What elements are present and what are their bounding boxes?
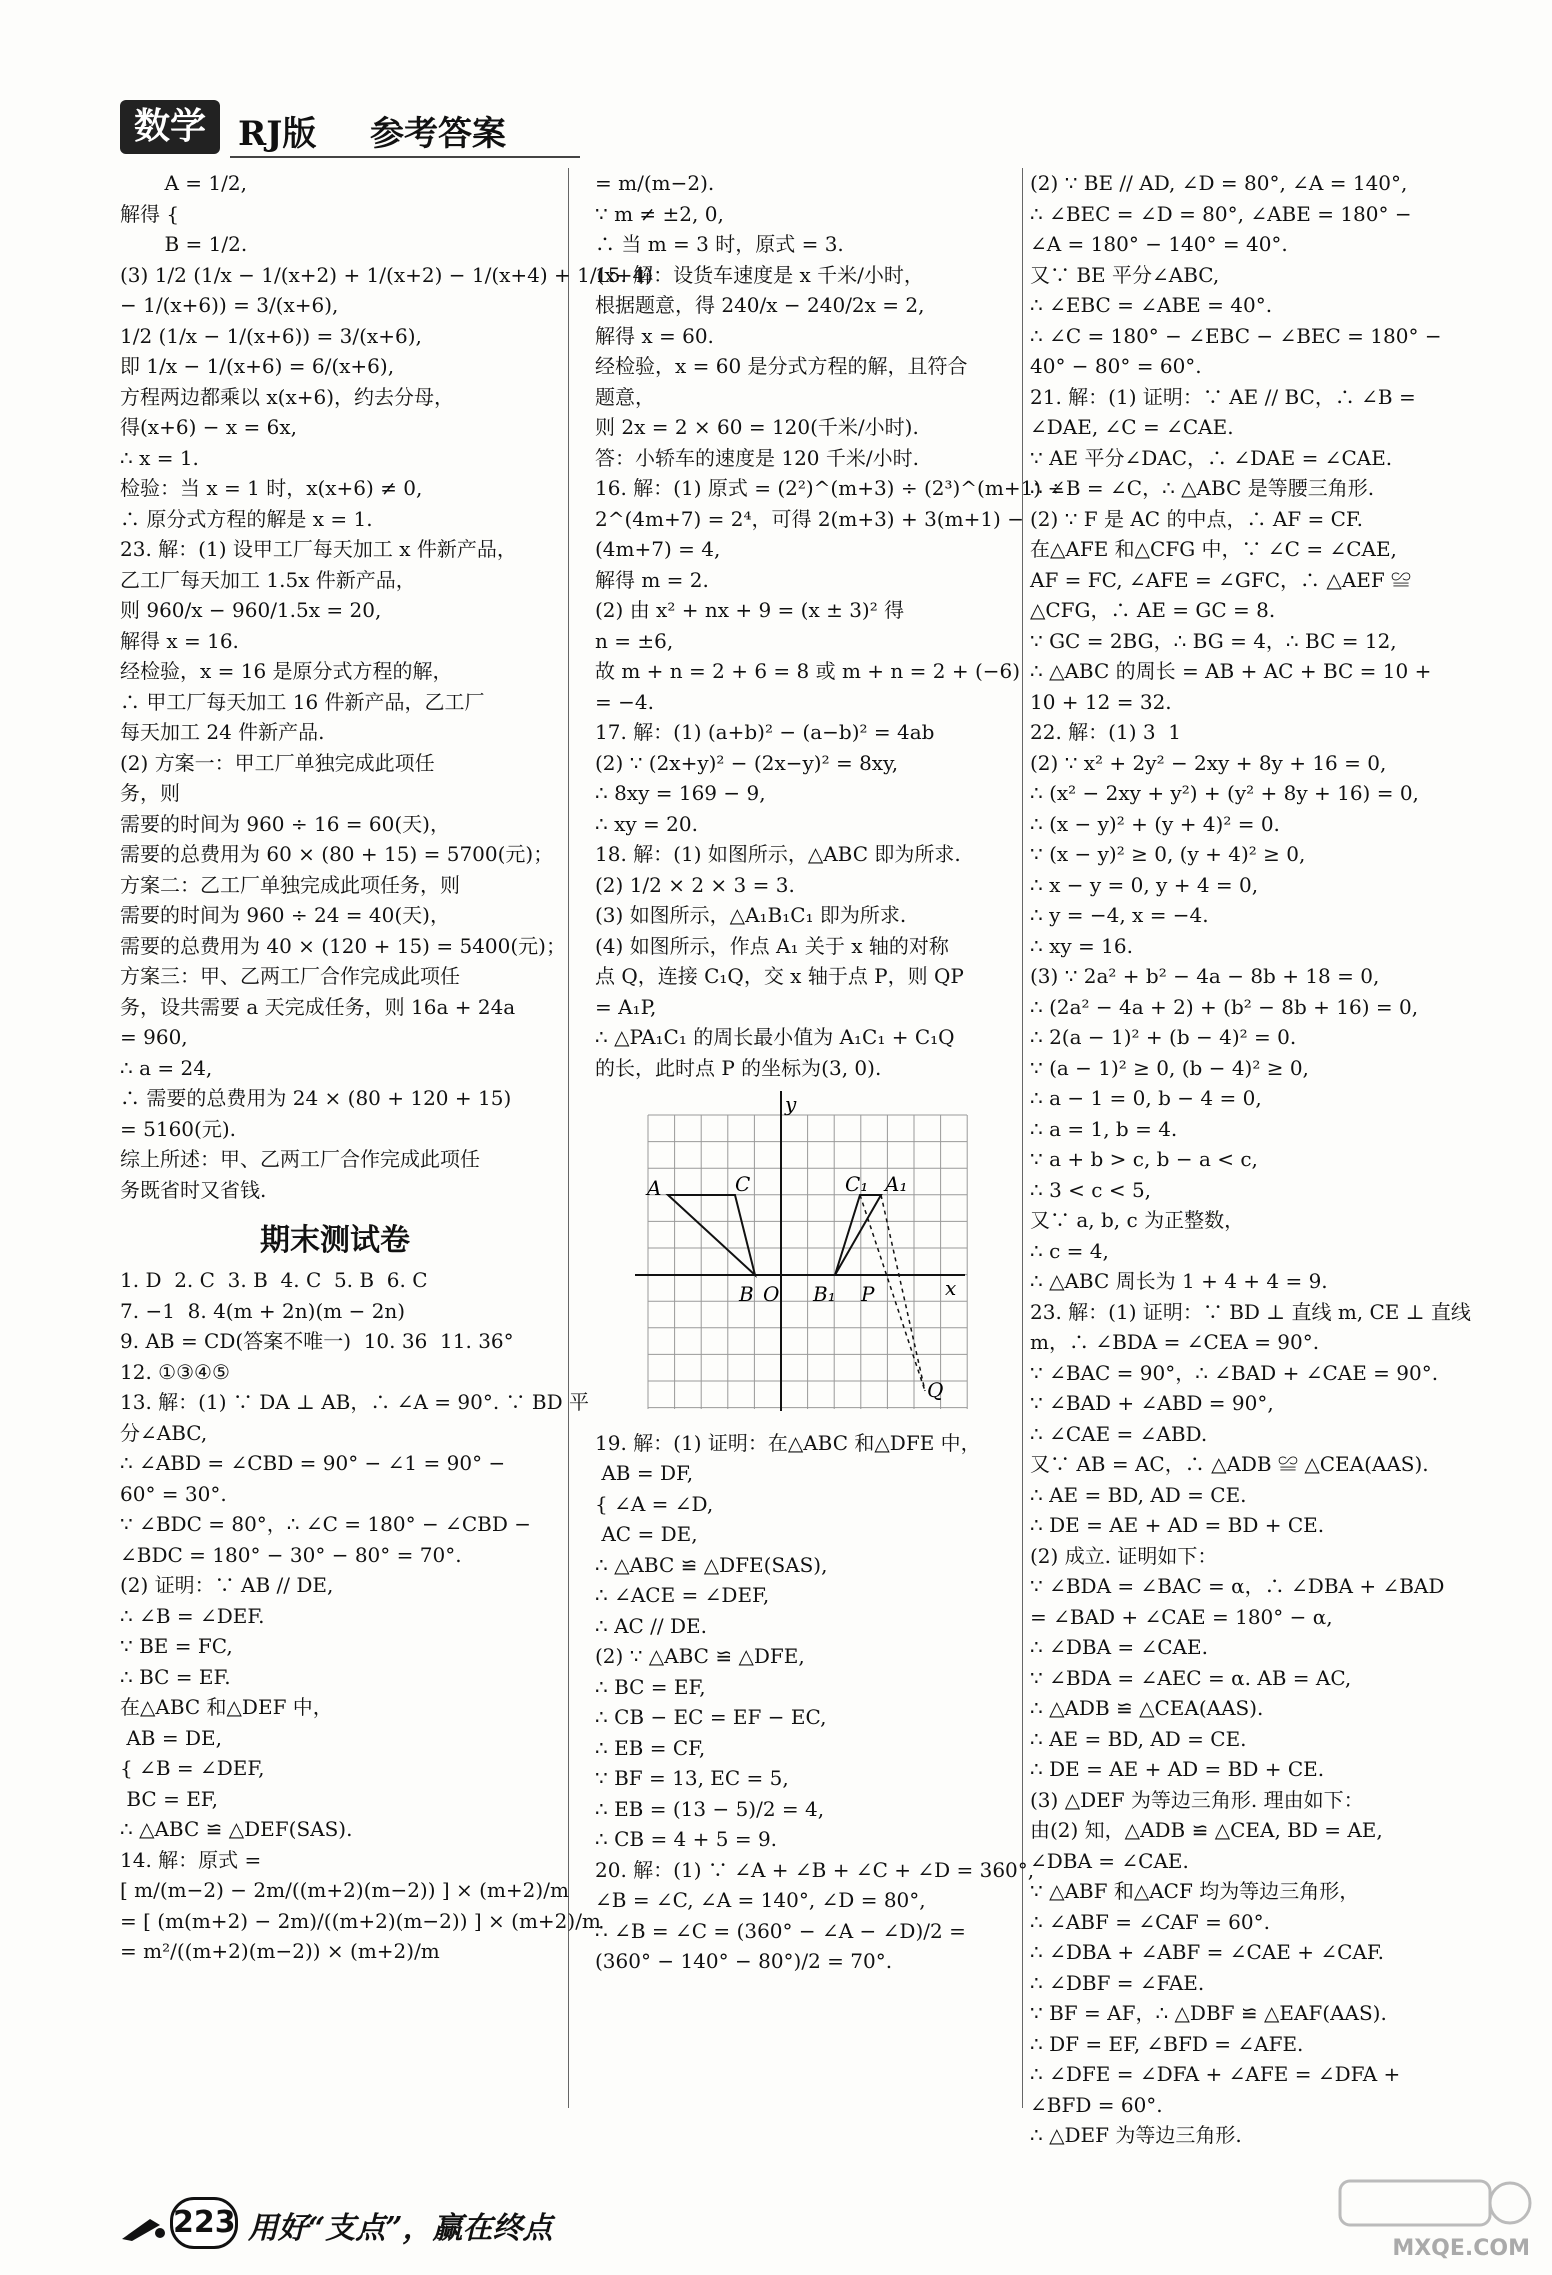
text-line: 23. 解：(1) 设甲工厂每天加工 x 件新产品， xyxy=(120,537,517,561)
x-axis-label: x xyxy=(945,1276,957,1300)
column-3 xyxy=(1030,168,1471,2151)
page-number: 223 xyxy=(170,2197,238,2249)
coordinate-grid xyxy=(635,1091,965,1411)
point-b1: B₁ xyxy=(813,1282,836,1306)
text-line: 每天加工 24 件新产品. xyxy=(120,720,325,744)
text-line: ∴ xy = 20. xyxy=(595,811,698,836)
text-line: (3) △DEF 为等边三角形. 理由如下： xyxy=(1030,1787,1364,1812)
point-o: O xyxy=(763,1282,780,1306)
text-line: ∴ 2(a − 1)² + (b − 4)² = 0. xyxy=(1030,1025,1297,1049)
text-line: ∠BDC = 180° − 30° − 80° = 70°. xyxy=(120,1542,462,1567)
text-line: 解得 m = 2. xyxy=(595,567,709,592)
text-line: − 1/(x+6)) = 3/(x+6), xyxy=(120,293,339,317)
column-3-text xyxy=(1030,168,1471,2151)
text-line: ∵ BF = 13, EC = 5, xyxy=(595,1766,789,1790)
text-line: (3) 如图所示，△A₁B₁C₁ 即为所求. xyxy=(595,903,907,927)
text-line: = 5160(元). xyxy=(120,1116,236,1141)
text-line: 23. 解：(1) 证明：∵ BD ⊥ 直线 m, CE ⊥ 直线 xyxy=(1030,1299,1471,1324)
text-line: ∴ a = 1, b = 4. xyxy=(1030,1116,1178,1141)
text-line: ∵ BF = AF，∴ △DBF ≌ △EAF(AAS). xyxy=(1030,2001,1387,2025)
text-line: 60° = 30°. xyxy=(120,1481,227,1506)
text-line: 9. AB = CD(答案不唯一) 10. 36 11. 36° xyxy=(120,1329,514,1353)
point-q: Q xyxy=(927,1378,944,1402)
text-line: ∴ ∠C = 180° − ∠EBC − ∠BEC = 180° − xyxy=(1030,323,1442,348)
text-line: 解得 { xyxy=(120,201,180,226)
text-line: 14. 解：原式 = xyxy=(120,1847,262,1872)
text-line: ∴ 需要的总费用为 24 × (80 + 120 + 15) xyxy=(120,1086,512,1110)
text-line: = A₁P, xyxy=(595,994,657,1019)
text-line: ∴ 3 < c < 5, xyxy=(1030,1177,1152,1202)
header-rule xyxy=(230,156,580,158)
text-line: m，∴ ∠BDA = ∠CEA = 90°. xyxy=(1030,1330,1320,1354)
text-line: = m/(m−2). xyxy=(595,171,715,195)
text-line: 16. 解：(1) 原式 = (2²)^(m+3) ÷ (2³)^(m+1) ÷ xyxy=(595,476,1065,500)
text-line: B = 1/2. xyxy=(120,232,248,256)
text-line: ∴ ∠B = ∠C，∴ △ABC 是等腰三角形. xyxy=(1030,476,1375,500)
text-line: 在△ABC 和△DEF 中， xyxy=(120,1695,333,1719)
text-line: ∴ a − 1 = 0, b − 4 = 0, xyxy=(1030,1086,1262,1110)
text-line: ∴ DF = EF, ∠BFD = ∠AFE. xyxy=(1030,2031,1304,2056)
text-line: ∴ ∠ACE = ∠DEF, xyxy=(595,1583,770,1607)
text-line: ∴ EB = (13 − 5)/2 = 4, xyxy=(595,1796,825,1821)
text-line: ∠BFD = 60°. xyxy=(1030,2092,1163,2117)
watermark-text: MXQE.COM xyxy=(1392,2236,1530,2261)
text-line: (2) 1/2 × 2 × 3 = 3. xyxy=(595,872,795,897)
text-line: 需要的总费用为 60 × (80 + 15) = 5700(元)； xyxy=(120,842,554,866)
text-line: ∴ AC // DE. xyxy=(595,1613,708,1638)
text-line: 21. 解：(1) 证明：∵ AE // BC，∴ ∠B = xyxy=(1030,384,1416,409)
text-line: ∴ x − y = 0, y + 4 = 0, xyxy=(1030,872,1259,897)
text-line: (3) 1/2 (1/x − 1/(x+2) + 1/(x+2) − 1/(x+4) + 1/(x+4) xyxy=(120,262,653,287)
text-line: ∵ ∠BDA = ∠AEC = α. AB = AC, xyxy=(1030,1665,1352,1690)
text-line: ∴ △PA₁C₁ 的周长最小值为 A₁C₁ + C₁Q xyxy=(595,1025,955,1049)
footer-slogan: 用好“支点”，赢在终点 xyxy=(248,2211,553,2246)
text-line: 需要的时间为 960 ÷ 16 = 60(天)， xyxy=(120,811,450,836)
text-line: ∴ CB = 4 + 5 = 9. xyxy=(595,1827,778,1851)
text-line: ∴ EB = CF, xyxy=(595,1735,706,1760)
text-line: ∴ xy = 16. xyxy=(1030,933,1133,958)
text-line: ∵ (x − y)² ≥ 0, (y + 4)² ≥ 0, xyxy=(1030,842,1306,866)
text-line: 题意， xyxy=(595,384,655,409)
text-line: △CFG，∴ AE = GC = 8. xyxy=(1030,598,1276,622)
text-line: ∵ ∠BAC = 90°，∴ ∠BAD + ∠CAE = 90°. xyxy=(1030,1360,1439,1385)
text-line: ∴ ∠BEC = ∠D = 80°, ∠ABE = 180° − xyxy=(1030,201,1412,226)
text-line: 乙工厂每天加工 1.5x 件新产品， xyxy=(120,567,416,592)
text-line: AC = DE, xyxy=(595,1522,698,1546)
text-line: (2) 方案一：甲工厂单独完成此项任 xyxy=(120,750,435,775)
text-line: 故 m + n = 2 + 6 = 8 或 m + n = 2 + (−6) xyxy=(595,659,1021,683)
text-line: (4) 如图所示，作点 A₁ 关于 x 轴的对称 xyxy=(595,933,949,958)
text-line: 又∵ AB = AC，∴ △ADB ≌ △CEA(AAS). xyxy=(1030,1452,1429,1476)
text-line: (2) 成立. 证明如下： xyxy=(1030,1543,1218,1568)
text-line: 在△AFE 和△CFG 中，∵ ∠C = ∠CAE, xyxy=(1030,537,1397,561)
text-line: ∴ BC = EF. xyxy=(120,1664,231,1689)
text-line: 答：小轿车的速度是 120 千米/小时. xyxy=(595,445,919,470)
text-line: 即 1/x − 1/(x+6) = 6/(x+6), xyxy=(120,354,395,378)
text-line: (2) 证明：∵ AB // DE, xyxy=(120,1573,334,1597)
text-line: ∴ △ABC ≌ △DEF(SAS). xyxy=(120,1817,353,1841)
text-line: 15. 解：设货车速度是 x 千米/小时， xyxy=(595,262,924,287)
text-line: ∵ △ABF 和△ACF 均为等边三角形， xyxy=(1030,1879,1360,1903)
text-line: ∴ ∠DBA + ∠ABF = ∠CAE + ∠CAF. xyxy=(1030,1940,1384,1964)
text-line: ∴ △ABC ≌ △DFE(SAS), xyxy=(595,1552,828,1577)
text-line: 40° − 80° = 60°. xyxy=(1030,354,1202,378)
text-line: AF = FC, ∠AFE = ∠GFC，∴ △AEF ≌ xyxy=(1030,567,1412,592)
column-2-text xyxy=(595,168,1065,1083)
text-line: (2) ∵ △ABC ≌ △DFE, xyxy=(595,1644,805,1668)
text-line: ∴ ∠ABD = ∠CBD = 90° − ∠1 = 90° − xyxy=(120,1451,506,1475)
text-line: ∴ DE = AE + AD = BD + CE. xyxy=(1030,1513,1325,1537)
text-line: ∵ ∠BDC = 80°，∴ ∠C = 180° − ∠CBD − xyxy=(120,1512,531,1536)
header-title: 参考答案 xyxy=(370,114,506,154)
text-line: = ∠BAD + ∠CAE = 180° − α, xyxy=(1030,1604,1333,1629)
text-line: 19. 解：(1) 证明：在△ABC 和△DFE 中， xyxy=(595,1430,981,1455)
text-line: 又∵ a, b, c 为正整数， xyxy=(1030,1208,1245,1232)
text-line: ∴ △ABC 周长为 1 + 4 + 4 = 9. xyxy=(1030,1269,1328,1293)
text-line: ∴ 原分式方程的解是 x = 1. xyxy=(120,506,373,531)
text-line: ∠A = 180° − 140° = 40°. xyxy=(1030,232,1288,256)
subject-badge: 数学 xyxy=(120,100,220,154)
text-line: n = ±6, xyxy=(595,628,674,653)
text-line: (2) ∵ (2x+y)² − (2x−y)² = 8xy, xyxy=(595,750,899,775)
text-line: 点 Q，连接 C₁Q，交 x 轴于点 P，则 QP xyxy=(595,964,964,988)
text-line: ∠DBA = ∠CAE. xyxy=(1030,1848,1189,1873)
text-line: ∴ DE = AE + AD = BD + CE. xyxy=(1030,1757,1325,1781)
column-1-answers xyxy=(120,1265,601,1967)
text-line: 2^(4m+7) = 2⁴，可得 2(m+3) + 3(m+1) − xyxy=(595,506,1024,531)
point-c: C xyxy=(735,1172,751,1196)
text-line: ∴ 8xy = 169 − 9, xyxy=(595,781,766,805)
text-line: 得(x+6) − x = 6x, xyxy=(120,415,297,439)
column-2 xyxy=(595,168,1065,1977)
text-line: 经检验，x = 60 是分式方程的解，且符合 xyxy=(595,354,968,378)
text-line: 的长，此时点 P 的坐标为(3, 0). xyxy=(595,1055,882,1080)
text-line: 1. D 2. C 3. B 4. C 5. B 6. C xyxy=(120,1268,428,1292)
text-line: (4m+7) = 4, xyxy=(595,537,721,561)
text-line: 则 960/x − 960/1.5x = 20, xyxy=(120,598,382,622)
text-line: A = 1/2, xyxy=(120,171,247,195)
point-c1: C₁ xyxy=(845,1172,869,1196)
text-line: ∵ AE 平分∠DAC，∴ ∠DAE = ∠CAE. xyxy=(1030,445,1393,470)
text-line: ∠DAE, ∠C = ∠CAE. xyxy=(1030,415,1234,439)
point-b: B xyxy=(739,1282,754,1306)
text-line: ∴ ∠ABF = ∠CAF = 60°. xyxy=(1030,1909,1270,1934)
text-line: (2) ∵ BE // AD, ∠D = 80°, ∠A = 140°, xyxy=(1030,171,1408,195)
text-line: (2) ∵ x² + 2y² − 2xy + 8y + 16 = 0, xyxy=(1030,750,1387,775)
text-line: ∵ m ≠ ±2, 0, xyxy=(595,201,724,226)
text-line: 务，则 xyxy=(120,781,180,805)
text-line: = [ (m(m+2) − 2m)/((m+2)(m−2)) ] × (m+2)/m xyxy=(120,1908,601,1933)
text-line: ∴ △DEF 为等边三角形. xyxy=(1030,2123,1242,2147)
text-line: ∴ 甲工厂每天加工 16 件新产品，乙工厂 xyxy=(120,689,485,714)
text-line: ∵ BE = FC, xyxy=(120,1634,233,1658)
column-2-answers xyxy=(595,1428,1035,1977)
text-line: ∵ (a − 1)² ≥ 0, (b − 4)² ≥ 0, xyxy=(1030,1055,1309,1080)
text-line: (2) 由 x² + nx + 9 = (x ± 3)² 得 xyxy=(595,598,905,622)
text-line: ∴ x = 1. xyxy=(120,445,199,470)
point-a1: A₁ xyxy=(885,1172,908,1196)
text-line: ∠B = ∠C, ∠A = 140°, ∠D = 80°, xyxy=(595,1888,926,1912)
text-line: (3) ∵ 2a² + b² − 4a − 8b + 18 = 0, xyxy=(1030,964,1380,988)
text-line: ∵ GC = 2BG，∴ BG = 4，∴ BC = 12, xyxy=(1030,628,1397,653)
text-line: ∴ ∠B = ∠DEF. xyxy=(120,1603,265,1628)
text-line: 综上所述：甲、乙两工厂合作完成此项任 xyxy=(120,1147,480,1171)
text-line: 根据题意，得 240/x − 240/2x = 2, xyxy=(595,293,925,317)
text-line: 10 + 12 = 32. xyxy=(1030,689,1172,714)
point-a: A xyxy=(647,1176,662,1200)
text-line: 17. 解：(1) (a+b)² − (a−b)² = 4ab xyxy=(595,720,935,744)
text-line: [ m/(m−2) − 2m/((m+2)(m−2)) ] × (m+2)/m xyxy=(120,1878,569,1902)
text-line: 经检验，x = 16 是原分式方程的解， xyxy=(120,659,453,683)
text-line: ∴ c = 4, xyxy=(1030,1238,1109,1263)
section-title: 期末测试卷 xyxy=(260,1223,410,1258)
text-line: 需要的时间为 960 ÷ 24 = 40(天)， xyxy=(120,903,450,927)
text-line: ∴ △ABC 的周长 = AB + AC + BC = 10 + xyxy=(1030,659,1432,683)
text-line: ∴ BC = EF, xyxy=(595,1674,706,1699)
text-line: ∴ y = −4, x = −4. xyxy=(1030,903,1209,927)
text-line: ∴ (x − y)² + (y + 4)² = 0. xyxy=(1030,811,1280,836)
text-line: 方案三：甲、乙两工厂合作完成此项任 xyxy=(120,964,460,988)
text-line: ∴ 当 m = 3 时，原式 = 3. xyxy=(595,232,844,256)
text-line: 13. 解：(1) ∵ DA ⊥ AB，∴ ∠A = 90°. ∵ BD 平 xyxy=(120,1390,589,1414)
text-line: 12. ①③④⑤ xyxy=(120,1359,230,1384)
text-line: 务既省时又省钱. xyxy=(120,1177,267,1202)
text-line: ∴ ∠EBC = ∠ABE = 40°. xyxy=(1030,293,1273,317)
text-line: ∴ (x² − 2xy + y²) + (y² + 8y + 16) = 0, xyxy=(1030,781,1419,805)
text-line: { ∠B = ∠DEF, xyxy=(120,1756,265,1780)
text-line: (2) ∵ F 是 AC 的中点，∴ AF = CF. xyxy=(1030,506,1364,531)
text-line: 20. 解：(1) ∵ ∠A + ∠B + ∠C + ∠D = 360°, xyxy=(595,1857,1035,1882)
text-line: 7. −1 8. 4(m + 2n)(m − 2n) xyxy=(120,1298,406,1323)
text-line: 解得 x = 16. xyxy=(120,628,239,653)
text-line: ∴ (2a² − 4a + 2) + (b² − 8b + 16) = 0, xyxy=(1030,994,1419,1019)
page-footer xyxy=(120,2195,620,2255)
text-line: ∴ ∠CAE = ∠ABD. xyxy=(1030,1421,1208,1446)
text-line: ∴ △ADB ≌ △CEA(AAS). xyxy=(1030,1696,1264,1720)
text-line: BC = EF, xyxy=(120,1786,218,1811)
text-line: ∴ ∠DBF = ∠FAE. xyxy=(1030,1970,1205,1995)
coordinate-figure xyxy=(635,1091,1015,1420)
text-line: { ∠A = ∠D, xyxy=(595,1491,714,1516)
edition-label: RJ版 xyxy=(238,114,317,154)
text-line: 22. 解：(1) 3 1 xyxy=(1030,720,1182,744)
text-line: 需要的总费用为 40 × (120 + 15) = 5400(元)； xyxy=(120,933,566,958)
text-line: AB = DE, xyxy=(120,1725,222,1750)
text-line: ∴ ∠DFE = ∠DFA + ∠AFE = ∠DFA + xyxy=(1030,2062,1401,2086)
watermark-logo xyxy=(1300,2175,1540,2265)
text-line: ∴ ∠B = ∠C = (360° − ∠A − ∠D)/2 = xyxy=(595,1918,966,1943)
text-line: 又∵ BE 平分∠ABC, xyxy=(1030,262,1220,287)
text-line: 方程两边都乘以 x(x+6)，约去分母， xyxy=(120,384,455,409)
text-line: 分∠ABC, xyxy=(120,1420,208,1445)
column-divider-2 xyxy=(1022,168,1023,2108)
text-line: ∴ a = 24, xyxy=(120,1055,213,1080)
text-line: ∴ AE = BD, AD = CE. xyxy=(1030,1726,1247,1751)
text-line: ∴ CB − EC = EF − EC, xyxy=(595,1705,827,1729)
pen-icon xyxy=(120,2213,168,2243)
text-line: 解得 x = 60. xyxy=(595,323,714,348)
text-line: (360° − 140° − 80°)/2 = 70°. xyxy=(595,1949,893,1973)
text-line: ∵ ∠BAD + ∠ABD = 90°, xyxy=(1030,1391,1274,1415)
page-header xyxy=(120,100,580,156)
column-divider-1 xyxy=(568,168,569,2108)
text-line: 方案二：乙工厂单独完成此项任务，则 xyxy=(120,872,460,897)
point-p: P xyxy=(861,1282,875,1306)
text-line: 18. 解：(1) 如图所示，△ABC 即为所求. xyxy=(595,842,961,866)
text-line: AB = DF, xyxy=(595,1461,694,1485)
text-line: ∴ ∠DBA = ∠CAE. xyxy=(1030,1635,1208,1659)
text-line: 务，设共需要 a 天完成任务，则 16a + 24a xyxy=(120,994,516,1019)
text-line: 则 2x = 2 × 60 = 120(千米/小时). xyxy=(595,415,919,439)
text-line: ∵ a + b > c, b − a < c, xyxy=(1030,1147,1258,1171)
watermark-icon xyxy=(1300,2175,1540,2235)
text-line: 由(2) 知，△ADB ≌ △CEA, BD = AE, xyxy=(1030,1818,1383,1842)
text-line: 检验：当 x = 1 时，x(x+6) ≠ 0, xyxy=(120,476,423,500)
text-line: = m²/((m+2)(m−2)) × (m+2)/m xyxy=(120,1939,440,1963)
text-line: ∴ AE = BD, AD = CE. xyxy=(1030,1482,1247,1507)
text-line: = 960, xyxy=(120,1025,188,1049)
text-line: = −4. xyxy=(595,689,654,714)
text-line: 1/2 (1/x − 1/(x+6)) = 3/(x+6), xyxy=(120,323,422,348)
text-line: ∵ ∠BDA = ∠BAC = α，∴ ∠DBA + ∠BAD xyxy=(1030,1574,1445,1598)
y-axis-label: y xyxy=(785,1092,797,1116)
